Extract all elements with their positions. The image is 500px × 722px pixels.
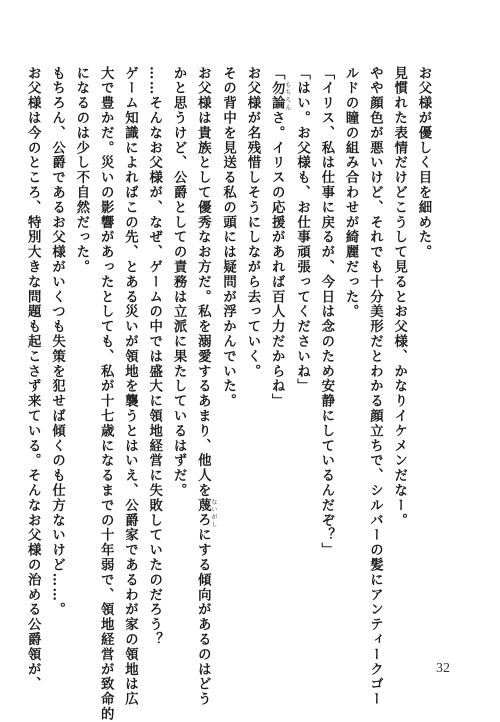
text-line: 大で豊かだ。災いの影響があったとしても、私が十七歳になるまでの十年弱で、領地経営が致命的: [98, 66, 115, 722]
text-line: お父様は今のところ、特別大きな問題も起こさず来ている。そんなお父様の治める公爵領が、: [25, 66, 42, 692]
line-rest: さ。イリスの応援があれば百人力だからね」: [269, 110, 286, 409]
text-line: お父様が名残惜しそうにしながら去っていく。: [244, 66, 261, 379]
ruby-reading: もちろん: [283, 80, 291, 111]
ruby-base: 蔑ろ: [195, 498, 212, 528]
line-start: お父様は貴族として優秀なお方だ。私を溺愛するあまり、他人を: [195, 66, 212, 499]
text-line: ……そんなお父様が、なぜ、ゲームの中では盛大に領地経営に失敗していたのだろう？: [146, 66, 163, 648]
line-rest: にする傾向があるのはどう: [195, 527, 212, 707]
text-line: ルドの瞳の組み合わせが綺麗だった。: [343, 66, 360, 320]
open-bracket: 「: [269, 66, 286, 81]
text-line: お父様が優しく目を細めた。: [416, 66, 432, 260]
ruby-word: [269, 80, 291, 111]
text-line: やや顔色が悪いけど、それでも十分美形だとわかる顔立ちで、シルバーの髪にアンティークゴー: [367, 66, 384, 707]
text-line: ゲーム知識によればこの先、とある災いが領地を襲うとはいえ、公爵家であるわが家の領地は広: [122, 66, 139, 707]
body-text: [21, 66, 436, 722]
text-line: になるのは少し不自然だった。: [73, 66, 90, 275]
ruby-reading: ないがし: [209, 498, 217, 528]
ruby-base: 勿論: [269, 80, 286, 111]
text-line: かと思うけど、公爵としての責務は立派に果たしているはずだ。: [171, 66, 188, 499]
text-line: 見慣れた表情だけどこうして見るとお父様、かなりイケメンだなー。: [391, 66, 408, 528]
ruby-word: [195, 498, 217, 528]
page-number: 32: [436, 661, 450, 676]
text-line: もちろん、公爵であるお父様がいくつも失策を犯せば傾くのも仕方ないけど……。: [49, 66, 66, 618]
text-line-with-ruby: [265, 66, 290, 626]
text-line: 「イリス、私は仕事に戻るが、今日は念のため安静にしているんだぞ？」: [318, 66, 335, 558]
text-line: その背中を見送る私の頭には疑問が浮かんでいた。: [220, 66, 237, 409]
text-line-with-ruby: [191, 66, 217, 707]
text-line: 「はい。お父様も、お仕事頑張ってくださいね」: [294, 66, 311, 394]
